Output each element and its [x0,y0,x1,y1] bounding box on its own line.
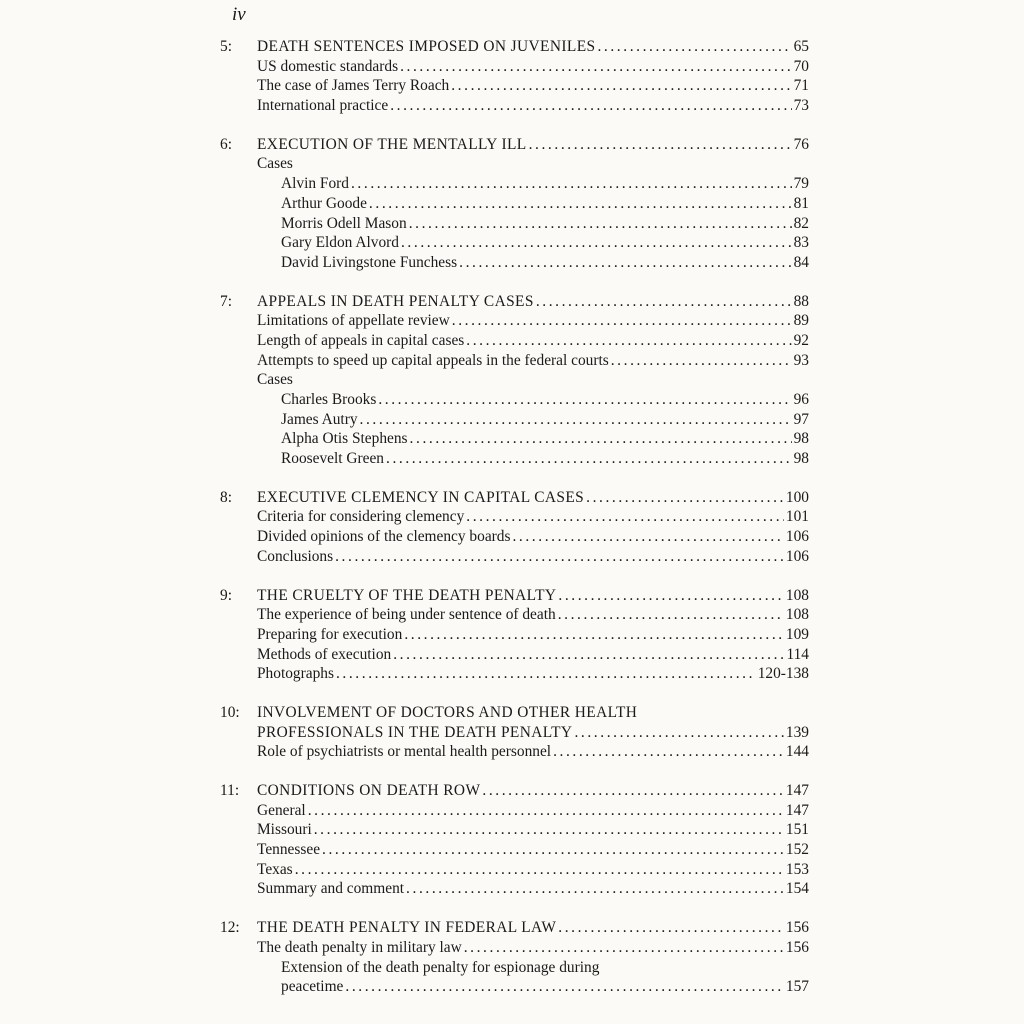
chapter-title-entry[interactable] [257,37,809,57]
chapter-title-entry[interactable] [257,781,809,801]
page-ref: 79 [793,175,809,193]
chapter-title: CONDITIONS ON DEATH ROW [257,782,481,799]
page-ref: 71 [793,77,809,95]
toc-entry[interactable] [257,625,809,645]
page-ref: 156 [785,919,809,937]
entry-title: Missouri [257,821,312,839]
chapter-11 [0,781,1024,899]
page-ref: 98 [793,430,809,448]
page-ref: 106 [785,528,809,546]
page-ref: 154 [785,880,809,898]
case-entry[interactable] [281,233,809,253]
cases-label: Cases [257,155,293,173]
entry-title: Divided opinions of the clemency boards [257,528,511,546]
case-entry[interactable] [281,429,809,449]
page-ref: 147 [785,782,809,799]
case-entry[interactable] [281,194,809,214]
case-entry[interactable] [281,214,809,234]
toc-entry[interactable] [257,96,809,116]
toc-entry[interactable] [257,547,809,567]
chapter-number: 9: [220,586,232,604]
chapter-title-entry[interactable] [257,135,809,155]
entry-title: Preparing for execution [257,625,403,643]
toc-entry[interactable] [257,76,809,96]
entry-title: Arthur Goode [281,194,367,212]
page-ref: 73 [793,97,809,115]
page-number: iv [232,4,246,25]
entry-title: Summary and comment [257,880,405,898]
page-ref: 84 [793,253,809,271]
page-ref: 88 [793,292,809,310]
toc-entry[interactable] [257,351,809,371]
chapter-10 [0,703,1024,762]
entry-title: International practice [257,97,389,115]
entry-title: Length of appeals in capital cases [257,331,465,349]
toc-entry[interactable] [257,645,809,665]
toc-entry[interactable] [257,742,809,762]
toc-entry[interactable] [257,820,809,840]
page-ref: 109 [785,625,809,643]
toc-entry[interactable] [257,664,809,684]
case-entry[interactable] [281,174,809,194]
case-entry[interactable] [281,253,809,273]
table-of-contents [0,37,1024,997]
entry-title: Attempts to speed up capital appeals in the federal courts [257,351,609,369]
chapter-8 [0,488,1024,567]
page-ref: 139 [785,723,809,741]
toc-entry[interactable] [257,507,809,527]
page-ref: 108 [785,586,809,604]
page-ref: 89 [793,312,809,330]
page-ref: 96 [793,391,809,408]
toc-entry[interactable] [257,879,809,899]
chapter-9 [0,586,1024,684]
toc-entry[interactable] [257,57,809,77]
page-ref: 147 [785,801,809,819]
entry-title: Morris Odell Mason [281,214,407,232]
chapter-title-entry[interactable] [257,292,809,312]
chapter-title: THE CRUELTY OF THE DEATH PENALTY [257,586,557,604]
entry-title: Conclusions [257,547,334,565]
entry-title: US domestic standards [257,57,399,75]
entry-title: Methods of execution [257,645,392,663]
toc-entry[interactable] [257,801,809,821]
page-ref: 144 [785,743,809,761]
chapter-title-entry[interactable] [257,918,809,938]
page-ref: 93 [793,351,809,369]
chapter-title: EXECUTIVE CLEMENCY IN CAPITAL CASES [257,488,585,506]
entry-title: Role of psychiatrists or mental health personnel [257,743,552,761]
page-ref: 120-138 [757,665,809,683]
case-entry[interactable] [281,410,809,430]
entry-title: Alvin Ford [281,175,349,193]
toc-entry[interactable] [257,311,809,331]
chapter-title: APPEALS IN DEATH PENALTY CASES [257,292,534,310]
chapter-7 [0,292,1024,469]
case-entry[interactable] [281,449,809,469]
entry-title: Limitations of appellate review [257,312,450,330]
sub-entry-line1: Extension of the death penalty for espionage during [281,958,600,976]
entry-title: Tennessee [257,841,321,859]
page-ref: 108 [785,606,809,624]
chapter-title-entry[interactable] [257,488,809,508]
sub-entry[interactable] [281,977,809,997]
entry-title: The case of James Terry Roach [257,77,450,95]
toc-entry[interactable] [257,331,809,351]
entry-title: Gary Eldon Alvord [281,234,399,252]
page-ref: 92 [793,331,809,349]
entry-title: peacetime [281,978,344,996]
chapter-number: 11: [220,782,240,799]
page-ref: 152 [785,841,809,859]
chapter-number: 7: [220,292,232,310]
chapter-title: THE DEATH PENALTY IN FEDERAL LAW [257,919,557,937]
chapter-title-entry[interactable] [257,586,809,606]
entry-title: Roosevelt Green [281,450,385,468]
chapter-5 [0,37,1024,116]
page-ref: 101 [785,508,809,526]
page-ref: 70 [793,57,809,75]
page-ref: 151 [785,821,809,839]
chapter-12 [0,918,1024,997]
page-ref: 81 [793,194,809,212]
entry-title: James Autry [281,410,358,428]
chapter-title: PROFESSIONALS IN THE DEATH PENALTY [257,723,573,741]
page-ref: 156 [785,938,809,956]
page-ref: 114 [786,645,809,663]
page-ref: 83 [793,234,809,252]
entry-title: Texas [257,860,293,878]
page-ref: 157 [785,978,809,996]
page-ref: 153 [785,860,809,878]
toc-entry[interactable] [257,860,809,880]
chapter-title: EXECUTION OF THE MENTALLY ILL [257,135,527,153]
entry-title: General [257,801,306,819]
chapter-title-line1: INVOLVEMENT OF DOCTORS AND OTHER HEALTH [257,703,638,721]
chapter-number: 6: [220,135,232,153]
page-ref: 76 [793,135,809,153]
toc-entry[interactable] [257,527,809,547]
page-ref: 100 [785,488,809,506]
page-ref: 97 [793,410,809,428]
entry-title: The experience of being under sentence of death [257,606,556,624]
entry-title: The death penalty in military law [257,938,462,956]
page-ref: 106 [785,547,809,565]
chapter-number: 12: [220,919,240,937]
chapter-number: 8: [220,488,232,506]
toc-entry[interactable] [257,840,809,860]
toc-entry[interactable] [257,605,809,625]
page-ref: 82 [793,214,809,232]
entry-title: Charles Brooks [281,391,377,408]
chapter-number: 5: [220,38,232,55]
entry-title: Alpha Otis Stephens [281,430,408,448]
page-ref: 65 [793,38,809,55]
chapter-title-entry[interactable] [257,723,809,743]
chapter-6 [0,135,1024,273]
chapter-title: DEATH SENTENCES IMPOSED ON JUVENILES [257,38,596,55]
entry-title: David Livingstone Funchess [281,253,458,271]
page-ref: 98 [793,450,809,468]
cases-label: Cases [257,371,293,389]
case-entry[interactable] [281,390,809,410]
entry-title: Photographs [257,665,334,683]
toc-entry[interactable] [257,938,809,958]
entry-title: Criteria for considering clemency [257,508,465,526]
chapter-number: 10: [220,703,240,721]
